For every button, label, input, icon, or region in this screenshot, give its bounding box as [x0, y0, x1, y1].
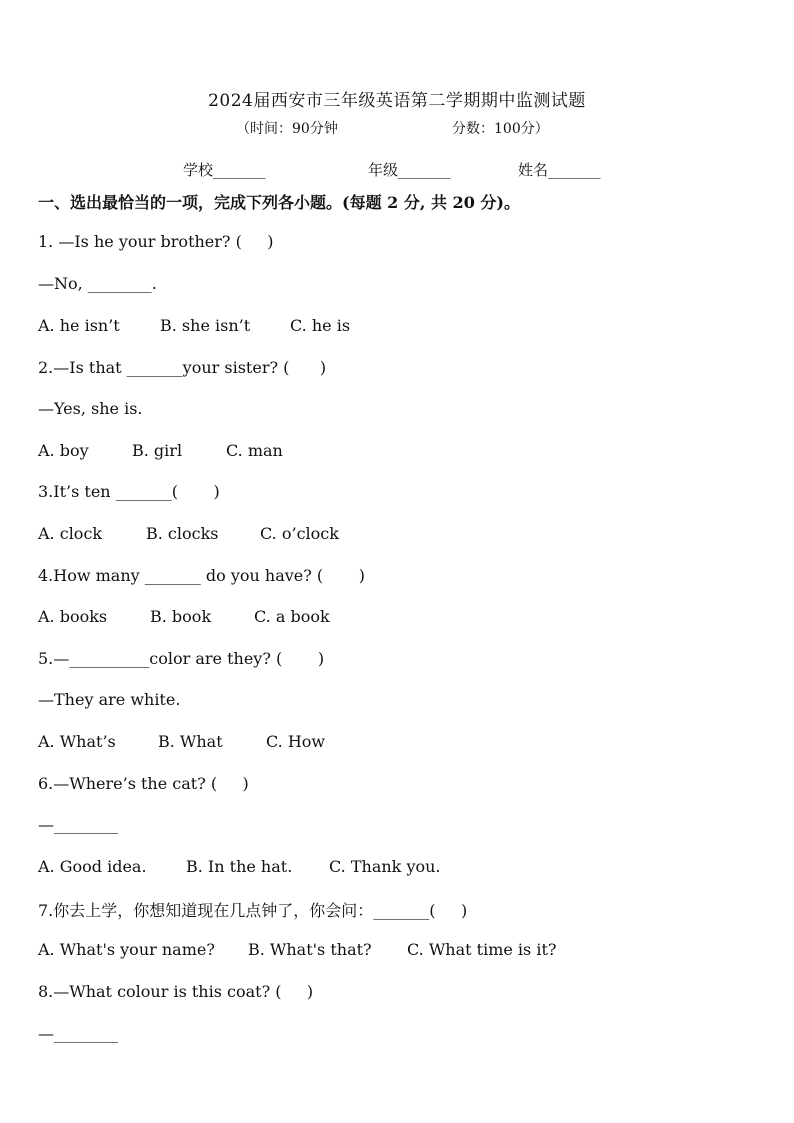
- question-1-option-b: B. she isn’t: [160, 316, 251, 335]
- question-5-prompt: 5.—__________color are they? ( ): [38, 649, 325, 668]
- question-1-option-a: A. he isn’t: [38, 316, 120, 335]
- grade-field: 年级_______: [368, 161, 451, 179]
- question-1-option-c: C. he is: [290, 316, 351, 335]
- question-3-prompt: 3.It’s ten _______( ): [38, 482, 220, 501]
- school-field: 学校_______: [183, 161, 266, 179]
- question-3-option-b: B. clocks: [146, 524, 219, 543]
- question-6-reply: —________: [38, 815, 118, 834]
- question-5-option-b: B. What: [158, 732, 223, 751]
- question-2-option-a: A. boy: [38, 441, 89, 460]
- question-3-option-c: C. o’clock: [260, 524, 339, 543]
- exam-score: 分数：100分）: [452, 121, 549, 137]
- question-4-option-b: B. book: [150, 607, 212, 626]
- question-5-option-c: C. How: [266, 732, 326, 751]
- section-heading: 一、选出最恰当的一项，完成下列各小题。(每题 2 分, 共 20 分)。: [38, 193, 520, 212]
- question-7-option-c: C. What time is it?: [407, 940, 557, 959]
- question-1-reply: —No, ________.: [38, 274, 157, 293]
- question-2-option-b: B. girl: [132, 441, 183, 460]
- question-3-option-a: A. clock: [38, 524, 103, 543]
- question-6-option-a: A. Good idea.: [38, 857, 147, 876]
- question-7-option-b: B. What's that?: [248, 940, 372, 959]
- question-6-option-c: C. Thank you.: [329, 857, 441, 876]
- question-4-option-a: A. books: [38, 607, 108, 626]
- question-2-reply: —Yes, she is.: [38, 399, 143, 418]
- question-2-option-c: C. man: [226, 441, 283, 460]
- name-field: 姓名_______: [518, 161, 601, 179]
- question-5-reply: —They are white.: [38, 690, 181, 709]
- exam-time: （时间：90分钟: [236, 121, 338, 137]
- question-6-prompt: 6.—Where’s the cat? ( ): [38, 774, 249, 793]
- question-4-prompt: 4.How many _______ do you have? ( ): [38, 566, 365, 585]
- question-2-prompt: 2.—Is that _______your sister? ( ): [38, 358, 327, 377]
- question-7-prompt: 7.你去上学，你想知道现在几点钟了，你会问：_______( ): [38, 901, 468, 920]
- question-1-prompt: 1. —Is he your brother? ( ): [38, 232, 274, 251]
- page-title: 2024届西安市三年级英语第二学期期中监测试题: [208, 91, 586, 111]
- question-4-option-c: C. a book: [254, 607, 330, 626]
- question-5-option-a: A. What’s: [38, 732, 116, 751]
- question-8-reply: —________: [38, 1024, 118, 1043]
- question-7-option-a: A. What's your name?: [38, 940, 215, 959]
- question-8-prompt: 8.—What colour is this coat? ( ): [38, 982, 314, 1001]
- question-6-option-b: B. In the hat.: [186, 857, 293, 876]
